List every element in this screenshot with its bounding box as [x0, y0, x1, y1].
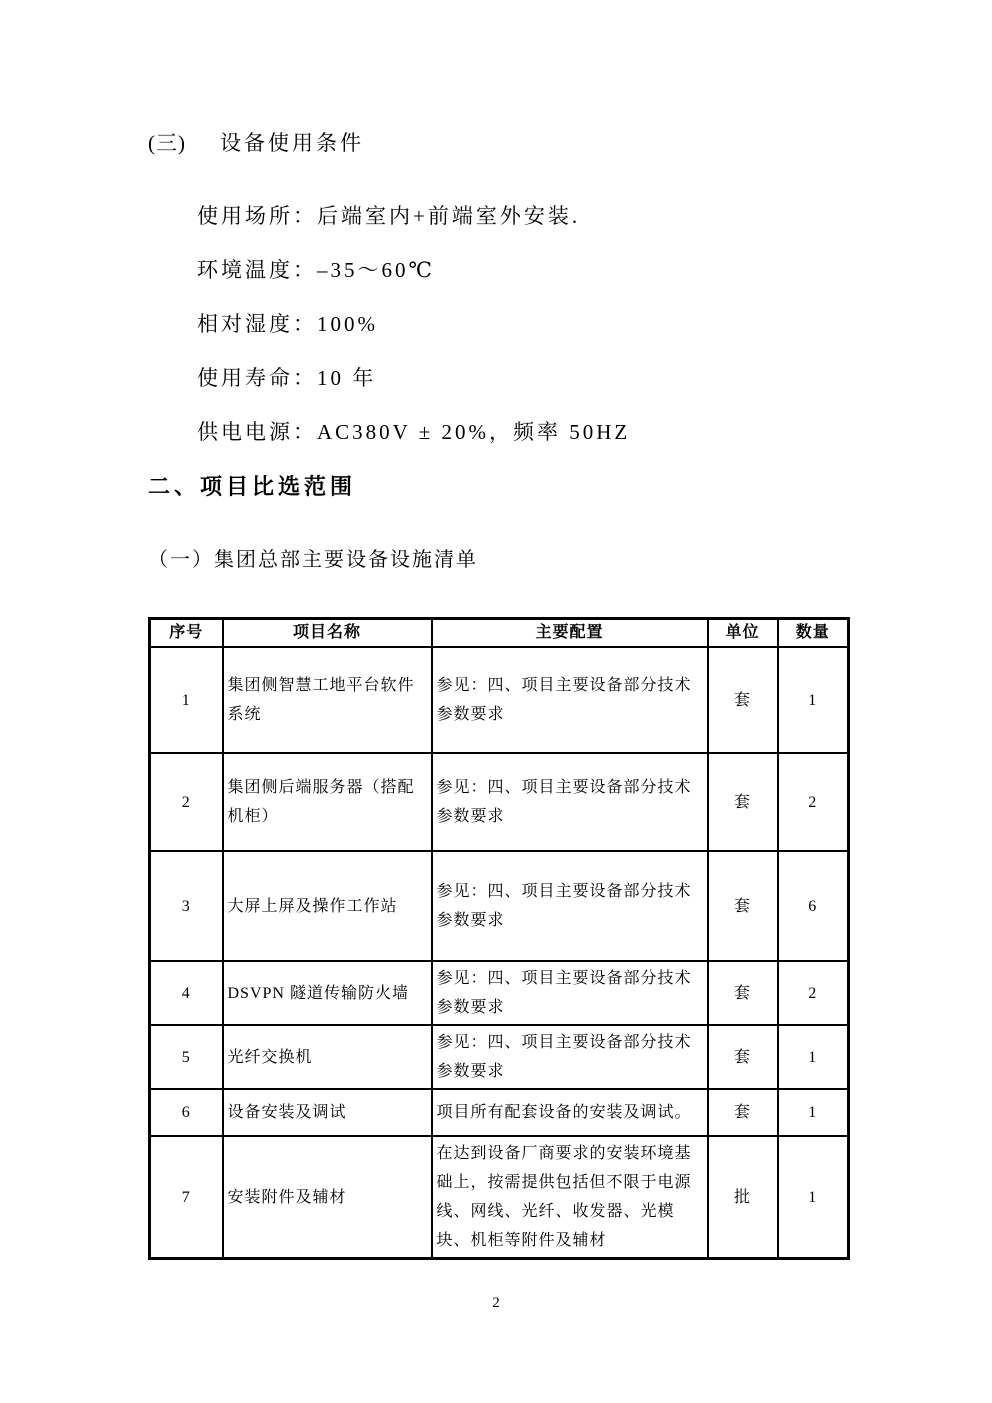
table-row [150, 961, 849, 1025]
cell-serial: 7 [150, 1136, 223, 1259]
subheading-equipment-list: （一）集团总部主要设备设施清单 [148, 549, 478, 571]
cell-main-config: 参见：四、项目主要设备部分技术参数要求 [432, 1025, 708, 1089]
cell-serial: 1 [150, 647, 223, 753]
cell-unit: 套 [708, 1025, 778, 1089]
condition-ambient-temperature: 环境温度：–35～60℃ [197, 258, 435, 282]
cell-unit: 套 [708, 851, 778, 961]
table-row [150, 1025, 849, 1089]
cell-item-name: 大屏上屏及操作工作站 [223, 851, 432, 961]
cell-item-name: 集团侧后端服务器（搭配机柜） [223, 753, 432, 851]
cell-unit: 套 [708, 647, 778, 753]
cell-item-name: 安装附件及辅材 [223, 1136, 432, 1259]
cell-unit: 套 [708, 753, 778, 851]
conditions-list [148, 205, 847, 443]
cell-main-config: 在达到设备厂商要求的安装环境基础上，按需提供包括但不限于电源线、网线、光纤、收发器、光模块、机柜等附件及辅材 [432, 1136, 708, 1259]
cell-quantity: 2 [778, 753, 849, 851]
table-row [150, 753, 849, 851]
cell-serial: 5 [150, 1025, 223, 1089]
cell-unit: 套 [708, 961, 778, 1025]
equipment-table [148, 617, 850, 1260]
section-title: 设备使用条件 [220, 131, 364, 155]
col-header-main-config: 主要配置 [432, 619, 708, 648]
cell-item-name: 设备安装及调试 [223, 1089, 432, 1136]
col-header-quantity: 数量 [778, 619, 849, 648]
cell-main-config: 参见：四、项目主要设备部分技术参数要求 [432, 647, 708, 753]
condition-relative-humidity: 相对湿度：100% [197, 312, 378, 336]
cell-quantity: 1 [778, 1136, 849, 1259]
condition-usage-place: 使用场所：后端室内+前端室外安装. [197, 204, 581, 228]
table-row [150, 851, 849, 961]
cell-item-name: DSVPN 隧道传输防火墙 [223, 961, 432, 1025]
table-header-row [150, 619, 849, 648]
cell-serial: 2 [150, 753, 223, 851]
col-header-item-name: 项目名称 [223, 619, 432, 648]
cell-main-config: 项目所有配套设备的安装及调试。 [432, 1089, 708, 1136]
cell-main-config: 参见：四、项目主要设备部分技术参数要求 [432, 753, 708, 851]
cell-quantity: 1 [778, 1025, 849, 1089]
table-row [150, 1136, 849, 1259]
condition-service-life: 使用寿命：10 年 [197, 366, 377, 390]
cell-quantity: 1 [778, 1089, 849, 1136]
section-heading-equipment-conditions [148, 131, 847, 155]
cell-unit: 套 [708, 1089, 778, 1136]
cell-quantity: 2 [778, 961, 849, 1025]
cell-serial: 4 [150, 961, 223, 1025]
cell-serial: 3 [150, 851, 223, 961]
cell-item-name: 光纤交换机 [223, 1025, 432, 1089]
cell-main-config: 参见：四、项目主要设备部分技术参数要求 [432, 961, 708, 1025]
page-number: 2 [492, 1295, 500, 1311]
condition-power-supply: 供电电源：AC380V ± 20%，频率 50HZ [197, 420, 631, 444]
cell-unit: 批 [708, 1136, 778, 1259]
table-row [150, 1089, 849, 1136]
section-number: (三) [148, 131, 186, 155]
col-header-serial: 序号 [150, 619, 223, 648]
cell-main-config: 参见：四、项目主要设备部分技术参数要求 [432, 851, 708, 961]
cell-item-name: 集团侧智慧工地平台软件系统 [223, 647, 432, 753]
cell-quantity: 6 [778, 851, 849, 961]
col-header-unit: 单位 [708, 619, 778, 648]
table-row [150, 647, 849, 753]
cell-quantity: 1 [778, 647, 849, 753]
cell-serial: 6 [150, 1089, 223, 1136]
main-heading-project-selection-scope: 二、项目比选范围 [148, 474, 357, 499]
